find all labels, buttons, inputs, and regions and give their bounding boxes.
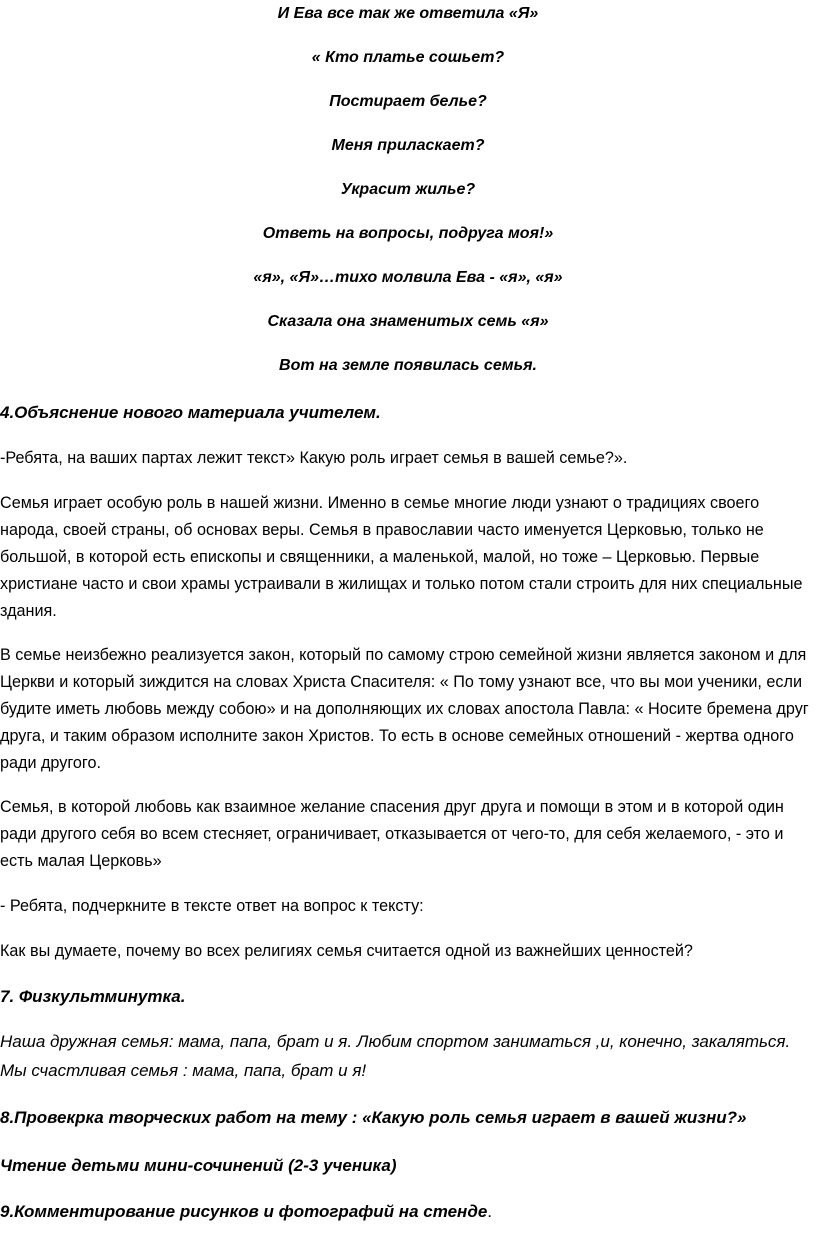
- poem-line: И Ева все так же ответила «Я»: [277, 5, 539, 22]
- poem-line: Меня приласкает?: [331, 137, 485, 154]
- poem-line: Ответь на вопросы, подруга моя!»: [262, 225, 554, 242]
- section-9-heading-text: 9.Комментирование рисунков и фотографий на стенде: [0, 1202, 488, 1221]
- poem-line: Постирает белье?: [329, 93, 487, 110]
- exercise-rhyme: Наша дружная семья: мама, папа, брат и я. Любим спортом заниматься ,и, конечно, закаляться. Мы счастливая семья : мама, папа, брат и я!: [0, 1032, 791, 1080]
- teacher-intro: -Ребята, на ваших партах лежит текст» Какую роль играет семья в вашей семье?».: [0, 449, 628, 467]
- section-9-heading: [0, 1201, 492, 1223]
- section-8-subheading: Чтение детьми мини-сочинений (2-3 ученика): [0, 1156, 397, 1175]
- poem-line: «я», «Я»…тихо молвила Ева - «я», «я»: [253, 269, 563, 286]
- paragraph-3: Семья, в которой любовь как взаимное желание спасения друг друга и помощи в этом и в которой один ради другого себя во всем стесняет, ограничивает, отказывается от чего-то, для себя желаемого, - это и есть малая Церковь»: [0, 798, 784, 870]
- poem-line: « Кто платье сошьет?: [311, 49, 505, 66]
- poem-line: Сказала она знаменитых семь «я»: [267, 313, 549, 330]
- poem-line: Вот на земле появилась семья.: [279, 357, 537, 374]
- paragraph-1: Семья играет особую роль в нашей жизни. Именно в семье многие люди узнают о традициях своего народа, своей страны, об основах веры. Семья в православии часто именуется Церковью, только не большой, в которой есть епископы и священники, а маленькой, малой, но тоже – Церковью. Первые христиане часто и свои храмы устраивали в жилищах и только потом стали строить для них специальные здания.: [0, 494, 803, 620]
- section-4-heading: 4.Объяснение нового материала учителем.: [0, 403, 381, 422]
- section-8-heading: 8.Провекрка творческих работ на тему : «Какую роль семья играет в вашей жизни?»: [0, 1108, 747, 1127]
- task-instruction: - Ребята, подчеркните в тексте ответ на вопрос к тексту:: [0, 897, 424, 915]
- section-9-heading-period: .: [487, 1202, 493, 1221]
- poem-line: Украсит жилье?: [340, 181, 476, 198]
- discussion-question: Как вы думаете, почему во всех религиях семья считается одной из важнейших ценностей?: [0, 942, 693, 960]
- section-7-heading: 7. Физкультминутка.: [0, 987, 186, 1006]
- paragraph-2: В семье неизбежно реализуется закон, который по самому строю семейной жизни является законом и для Церкви и который зиждится на словах Христа Спасителя: « По тому узнают все, что вы мои ученики, если будите иметь любовь между собою» и на дополняющих их словах апостола Павла: « Носите бремена друг друга, и таким образом исполните закон Христов. То есть в основе семейных отношений - жертва одного ради другого.: [0, 646, 809, 772]
